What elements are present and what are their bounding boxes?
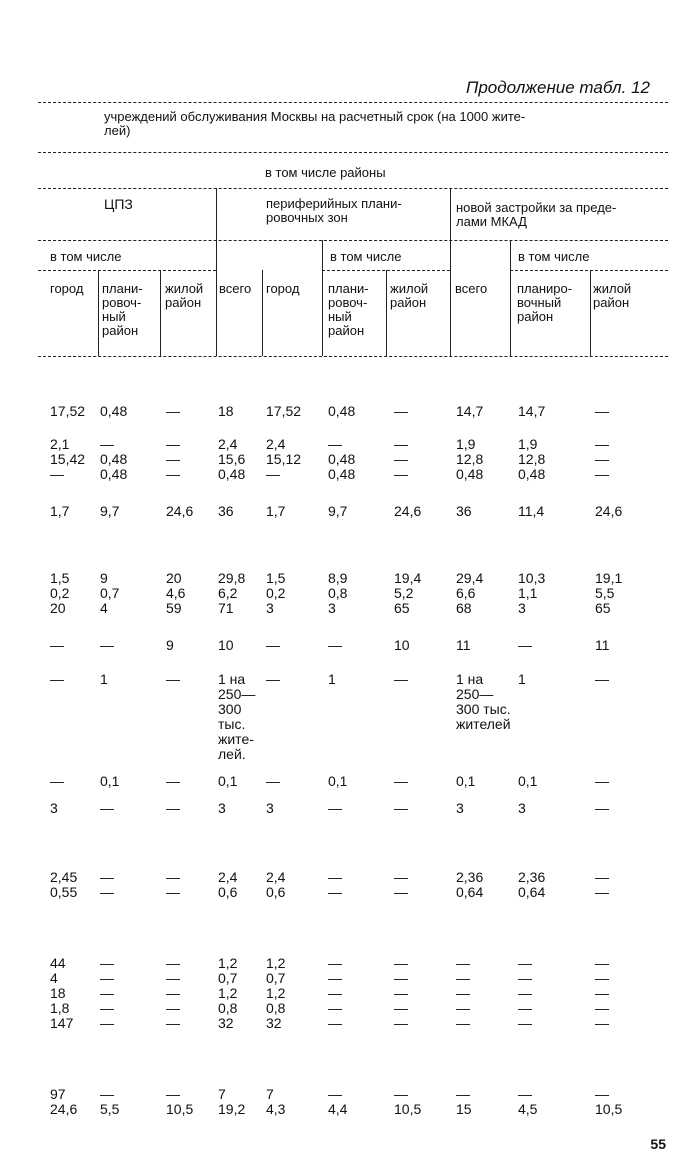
table-cell: 1,5 0,2 20: [50, 570, 70, 616]
table-cell: 14,7: [518, 403, 546, 419]
table-cell: —: [595, 671, 609, 687]
table-cell: 10: [394, 637, 410, 653]
table-cell: 29,4 6,6 68: [456, 570, 484, 616]
table-cell: 44 4 18 1,8 147: [50, 955, 74, 1031]
table-cell: 29,8 6,2 71: [218, 570, 246, 616]
rule-4: [38, 240, 668, 241]
header-incl-peripheral: в том числе: [330, 249, 402, 264]
table-cell: — —: [166, 869, 180, 900]
table-cell: —: [328, 800, 342, 816]
col-residential-peripheral: жилой район: [390, 281, 429, 310]
table-cell: 18: [218, 403, 234, 419]
table-cell: 2,36 0,64: [456, 869, 484, 900]
vrule-cpz-peripheral: [216, 188, 217, 356]
table-cell: — — —: [166, 436, 180, 482]
table-cell: 2,1 15,42 —: [50, 436, 86, 482]
rule-incl-cpz: [38, 270, 216, 271]
table-cell: 9,7: [328, 503, 348, 519]
rule-2: [38, 152, 668, 153]
table-cell: —: [166, 773, 180, 789]
col-city-peripheral: город: [266, 281, 300, 296]
table-cell: 0,1: [456, 773, 476, 789]
table-cell: 2,4 0,6: [266, 869, 286, 900]
table-cell: 2,4 0,6: [218, 869, 238, 900]
table-cell: 2,4 15,12 —: [266, 436, 302, 482]
header-districts: в том числе районы: [265, 165, 386, 180]
table-caption: Продолжение табл. 12: [466, 78, 650, 97]
page-number: 55: [650, 1136, 666, 1152]
col-residential-cpz: жилой район: [165, 281, 204, 310]
table-cell: — — — — —: [100, 955, 114, 1031]
table-cell: —: [595, 800, 609, 816]
table-cell: 14,7: [456, 403, 484, 419]
table-cell: —: [266, 637, 280, 653]
table-cell: —: [100, 637, 114, 653]
table-cell: —: [595, 403, 609, 419]
table-cell: — —: [328, 869, 342, 900]
col-total-peripheral: всего: [219, 281, 252, 296]
table-cell: 19,4 5,2 65: [394, 570, 422, 616]
table-cell: 0,48: [328, 403, 356, 419]
table-cell: — — —: [595, 436, 609, 482]
table-cell: — —: [595, 869, 609, 900]
header-incl-new: в том числе: [518, 249, 590, 264]
table-cell: 24,6: [595, 503, 623, 519]
table-cell: 3: [456, 800, 464, 816]
table-cell: 2,4 15,6 0,48: [218, 436, 246, 482]
table-cell: —: [394, 773, 408, 789]
col-planning-peripheral: плани- ровоч- ный район: [328, 281, 369, 338]
table-cell: 11: [456, 637, 471, 653]
table-cell: 2,45 0,55: [50, 869, 78, 900]
table-cell: 1 на 250— 300 тыс. жителей: [456, 671, 511, 732]
table-cell: —: [50, 671, 64, 687]
table-cell: —: [266, 671, 280, 687]
table-cell: — 4,4: [328, 1086, 348, 1117]
table-cell: 1,7: [50, 503, 70, 519]
vrule-7: [590, 270, 591, 356]
vrule-4: [322, 240, 323, 356]
vrule-6: [510, 240, 511, 356]
table-cell: 17,52: [50, 403, 86, 419]
table-cell: — 0,48 0,48: [328, 436, 356, 482]
table-cell: — — —: [394, 436, 408, 482]
header-incl-cpz: в том числе: [50, 249, 122, 264]
table-cell: —: [518, 637, 532, 653]
table-cell: 0,1: [328, 773, 348, 789]
table-cell: — 10,5: [595, 1086, 623, 1117]
table-cell: 1,7: [266, 503, 286, 519]
table-cell: 1,9 12,8 0,48: [456, 436, 484, 482]
table-cell: —: [394, 671, 408, 687]
table-cell: 1 на 250— 300 тыс. жите- лей.: [218, 671, 256, 762]
table-cell: 10: [218, 637, 234, 653]
table-cell: 1,2 0,7 1,2 0,8 32: [266, 955, 286, 1031]
table-cell: — — — — —: [456, 955, 470, 1031]
table-cell: —: [328, 637, 342, 653]
vrule-3: [262, 270, 263, 356]
table-cell: 0,1: [518, 773, 538, 789]
table-cell: — 5,5: [100, 1086, 120, 1117]
table-cell: 7 19,2: [218, 1086, 246, 1117]
header-cpz: ЦПЗ: [104, 196, 133, 212]
table-cell: 1,2 0,7 1,2 0,8 32: [218, 955, 238, 1031]
table-cell: 3: [218, 800, 226, 816]
table-cell: 3: [266, 800, 274, 816]
table-cell: 0,48: [100, 403, 128, 419]
table-cell: — 10,5: [166, 1086, 194, 1117]
table-cell: 1,9 12,8 0,48: [518, 436, 546, 482]
header-new: новой застройки за преде- лами МКАД: [456, 200, 617, 229]
table-cell: 1: [100, 671, 108, 687]
table-cell: — 15: [456, 1086, 472, 1117]
vrule-1: [98, 270, 99, 356]
table-cell: 1,5 0,2 3: [266, 570, 286, 616]
header-peripheral: периферийных плани- ровочных зон: [266, 196, 402, 225]
table-cell: 20 4,6 59: [166, 570, 186, 616]
table-cell: 9: [166, 637, 174, 653]
table-cell: — 0,48 0,48: [100, 436, 128, 482]
table-cell: —: [166, 800, 180, 816]
table-cell: 9,7: [100, 503, 120, 519]
table-cell: 0,1: [218, 773, 238, 789]
table-cell: — 4,5: [518, 1086, 538, 1117]
table-cell: 24,6: [166, 503, 194, 519]
table-cell: —: [266, 773, 280, 789]
table-cell: — —: [100, 869, 114, 900]
table-cell: — — — — —: [328, 955, 342, 1031]
table-cell: —: [50, 637, 64, 653]
table-cell: 3: [518, 800, 526, 816]
table-cell: 1: [328, 671, 336, 687]
table-cell: —: [50, 773, 64, 789]
table-cell: —: [166, 671, 180, 687]
col-planning-cpz: плани- ровоч- ный район: [102, 281, 143, 338]
col-city-cpz: город: [50, 281, 84, 296]
rule-top: [38, 102, 668, 103]
table-cell: 2,36 0,64: [518, 869, 546, 900]
rule-header-bottom: [38, 356, 668, 357]
table-cell: 19,1 5,5 65: [595, 570, 623, 616]
table-cell: 8,9 0,8 3: [328, 570, 348, 616]
table-cell: — 10,5: [394, 1086, 422, 1117]
table-cell: 0,1: [100, 773, 120, 789]
table-cell: 24,6: [394, 503, 422, 519]
vrule-peripheral-new: [450, 188, 451, 356]
vrule-2: [160, 270, 161, 356]
table-cell: —: [394, 800, 408, 816]
rule-incl-new: [510, 270, 668, 271]
table-cell: 36: [218, 503, 234, 519]
table-cell: —: [166, 403, 180, 419]
col-total-new: всего: [455, 281, 488, 296]
table-cell: 9 0,7 4: [100, 570, 120, 616]
table-cell: — — — — —: [595, 955, 609, 1031]
table-cell: 36: [456, 503, 472, 519]
table-cell: —: [100, 800, 114, 816]
table-cell: 17,52: [266, 403, 302, 419]
table-cell: — — — — —: [518, 955, 532, 1031]
table-cell: —: [595, 773, 609, 789]
table-cell: 7 4,3: [266, 1086, 286, 1117]
table-cell: 10,3 1,1 3: [518, 570, 546, 616]
rule-3: [38, 188, 668, 189]
vrule-5: [386, 270, 387, 356]
table-cell: — —: [394, 869, 408, 900]
table-cell: 97 24,6: [50, 1086, 78, 1117]
table-cell: 1: [518, 671, 526, 687]
col-planning-new: планиро- вочный район: [517, 281, 573, 324]
col-residential-new: жилой район: [593, 281, 632, 310]
table-cell: 3: [50, 800, 58, 816]
table-cell: — — — — —: [166, 955, 180, 1031]
table-cell: —: [394, 403, 408, 419]
table-cell: — — — — —: [394, 955, 408, 1031]
table-cell: 11: [595, 637, 610, 653]
table-cell: 11,4: [518, 503, 545, 519]
header-units: учреждений обслуживания Москвы на расчетный срок (на 1000 жите- лей): [104, 109, 526, 138]
